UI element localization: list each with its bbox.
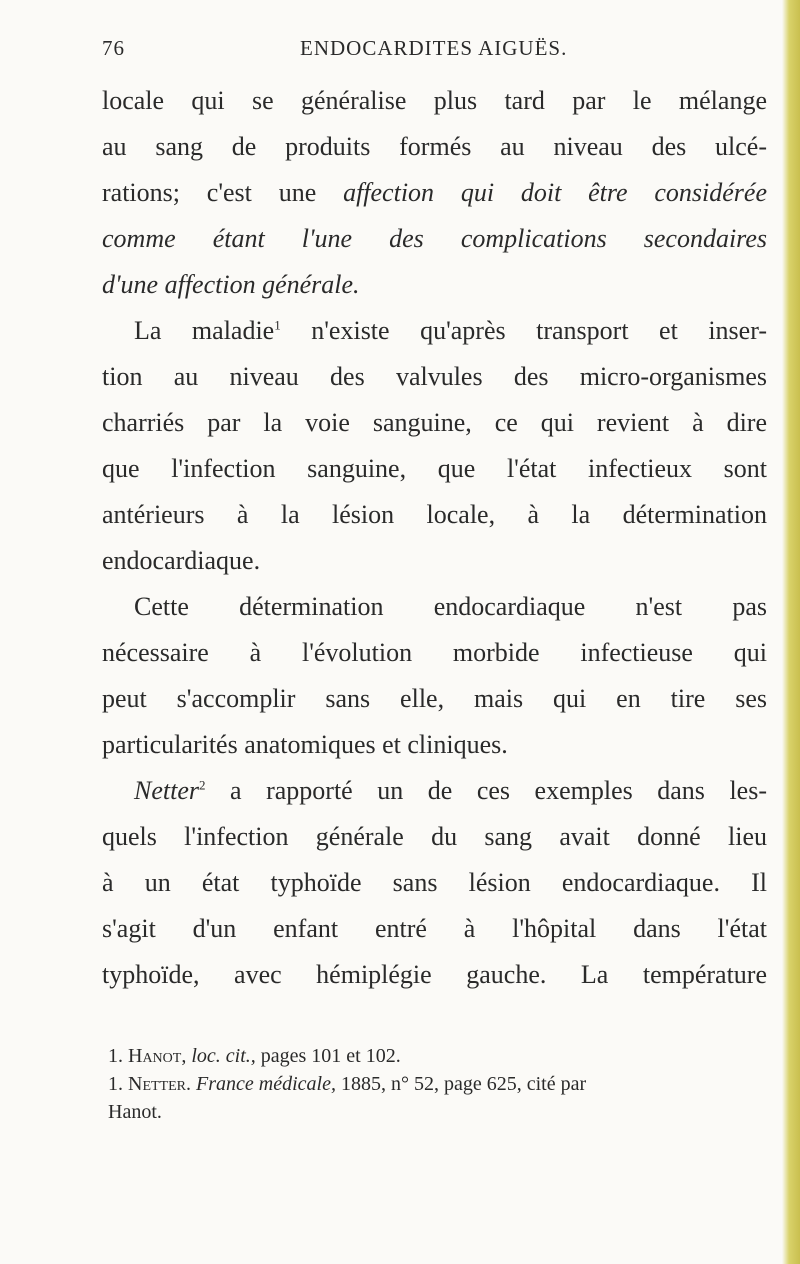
emphasis-text: affection qui doit être considérée bbox=[343, 178, 767, 207]
text-span: a rapporté un de ces exemples dans les- bbox=[205, 776, 767, 805]
footnote-reference: loc. cit., bbox=[191, 1045, 256, 1067]
text-line: au sang de produits formés au niveau des ulcé- bbox=[102, 132, 767, 161]
body-text bbox=[102, 78, 767, 998]
emphasis-line: d'une affection générale. bbox=[102, 270, 360, 299]
text-line: endocardiaque. bbox=[102, 546, 261, 575]
text-line bbox=[102, 768, 767, 814]
footnote-author: Hanot, bbox=[128, 1045, 187, 1067]
text-line: antérieurs à la lésion locale, à la détermination bbox=[102, 500, 767, 529]
emphasis-line: comme étant l'une des complications secondaires bbox=[102, 224, 767, 253]
footnote-marker: 2 bbox=[199, 777, 206, 793]
text-line: charriés par la voie sanguine, ce qui revient à dire bbox=[102, 408, 767, 437]
footnote-text: 1885, n° 52, page 625, cité par bbox=[340, 1073, 587, 1095]
text-line: tion au niveau des valvules des micro-organismes bbox=[102, 362, 767, 391]
footnotes bbox=[108, 1042, 788, 1126]
text-line: locale qui se généralise plus tard par le mélange bbox=[102, 86, 767, 115]
footnote-continuation: Hanot. bbox=[108, 1101, 162, 1123]
footnote-author: Netter. bbox=[128, 1073, 191, 1095]
running-head: ENDOCARDITES AIGUËS. bbox=[300, 36, 568, 60]
text-span: rations; c'est une bbox=[102, 178, 317, 207]
text-line: que l'infection sanguine, que l'état infectieux sont bbox=[102, 454, 767, 483]
author-name: Netter bbox=[134, 776, 199, 805]
footnote-marker: 1 bbox=[274, 317, 281, 333]
footnote-2 bbox=[108, 1070, 788, 1098]
footnote-number: 1. bbox=[108, 1045, 123, 1067]
text-line: peut s'accomplir sans elle, mais qui en tire ses bbox=[102, 684, 767, 713]
text-line: particularités anatomiques et cliniques. bbox=[102, 730, 508, 759]
text-line: nécessaire à l'évolution morbide infectieuse qui bbox=[102, 638, 767, 667]
footnote-journal: France médicale, bbox=[196, 1073, 336, 1095]
text-line: s'agit d'un enfant entré à l'hôpital dans l'état bbox=[102, 914, 767, 943]
page-edge bbox=[782, 0, 800, 1264]
text-span: La maladie bbox=[134, 316, 275, 345]
text-line: typhoïde, avec hémiplégie gauche. La température bbox=[102, 960, 767, 989]
text-span: n'existe qu'après transport et inser- bbox=[280, 316, 768, 345]
text-line: quels l'infection générale du sang avait donné lieu bbox=[102, 822, 767, 851]
footnote-text: pages 101 et 102. bbox=[260, 1045, 401, 1067]
text-line: Cette détermination endocardiaque n'est pas bbox=[134, 592, 767, 621]
page-header bbox=[0, 36, 800, 66]
text-line: à un état typhoïde sans lésion endocardiaque. Il bbox=[102, 868, 767, 897]
text-line bbox=[102, 308, 767, 354]
text-line bbox=[102, 170, 767, 216]
page-number: 76 bbox=[102, 36, 125, 60]
footnote-number: 1. bbox=[108, 1073, 123, 1095]
footnote-1 bbox=[108, 1042, 788, 1070]
